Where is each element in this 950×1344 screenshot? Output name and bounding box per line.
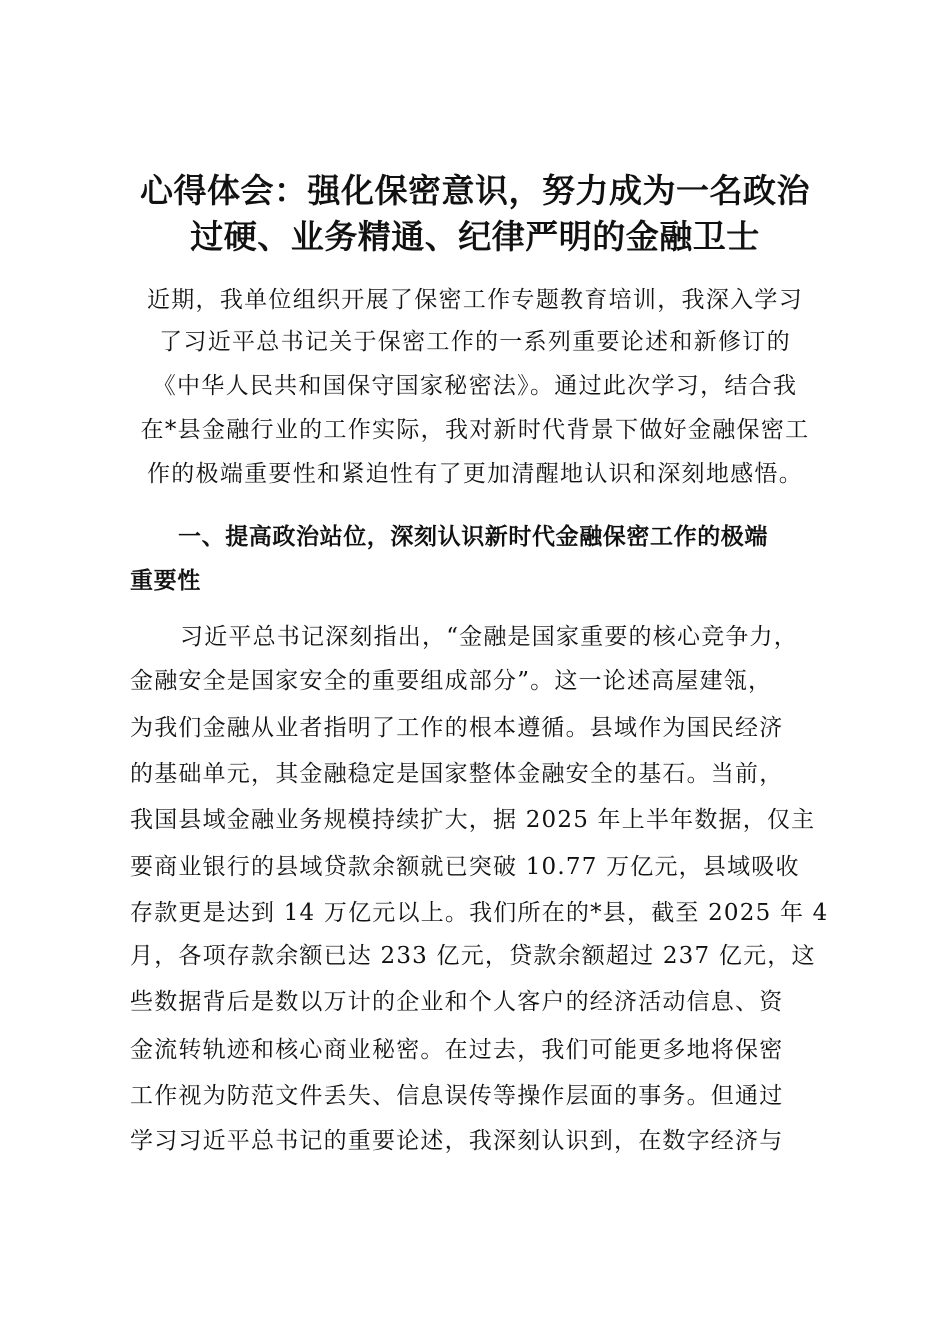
- body-line-5: 我国县域金融业务规模持续扩大，据 2025 年上半年数据，仅主: [130, 807, 816, 833]
- body-line-8: 月，各项存款余额已达 233 亿元，贷款余额超过 237 亿元，这: [130, 943, 816, 969]
- body-line-3: 为我们金融从业者指明了工作的根本遵循。县域作为国民经济: [130, 715, 784, 741]
- body-line-9: 些数据背后是数以万计的企业和个人客户的经济活动信息、资: [130, 989, 784, 1015]
- body-line-11: 工作视为防范文件丢失、信息误传等操作层面的事务。但通过: [130, 1083, 784, 1109]
- body-line-4: 的基础单元，其金融稳定是国家整体金融安全的基石。当前，: [130, 761, 784, 787]
- section-heading-line-2: 重要性: [130, 568, 201, 594]
- section-heading-line-1: 一、提高政治站位，深刻认识新时代金融保密工作的极端: [178, 524, 768, 550]
- body-line-2: 金融安全是国家安全的重要组成部分”。这一论述高屋建瓴，: [130, 668, 773, 694]
- intro-line-2: 了习近平总书记关于保密工作的一系列重要论述和新修订的: [159, 329, 791, 355]
- body-line-1: 习近平总书记深刻指出，“金融是国家重要的核心竞争力，: [180, 624, 798, 650]
- intro-line-5: 作的极端重要性和紧迫性有了更加清醒地认识和深刻地感悟。: [146, 461, 804, 487]
- document-title-line-2: 过硬、业务精通、纪律严明的金融卫士: [190, 217, 760, 256]
- body-line-7: 存款更是达到 14 万亿元以上。我们所在的*县，截至 2025 年 4: [130, 900, 829, 926]
- intro-line-3: 《中华人民共和国保守国家秘密法》。通过此次学习，结合我: [152, 373, 798, 399]
- body-line-6: 要商业银行的县域贷款余额就已突破 10.77 万亿元，县域吸收: [130, 854, 800, 880]
- body-line-10: 金流转轨迹和核心商业秘密。在过去，我们可能更多地将保密: [130, 1037, 784, 1063]
- intro-line-1: 近期，我单位组织开展了保密工作专题教育培训，我深入学习: [146, 287, 804, 313]
- document-title-line-1: 心得体会：强化保密意识，努力成为一名政治: [140, 171, 810, 210]
- body-line-12: 学习习近平总书记的重要论述，我深刻认识到，在数字经济与: [130, 1128, 784, 1154]
- intro-line-4: 在*县金融行业的工作实际，我对新时代背景下做好金融保密工: [140, 417, 810, 443]
